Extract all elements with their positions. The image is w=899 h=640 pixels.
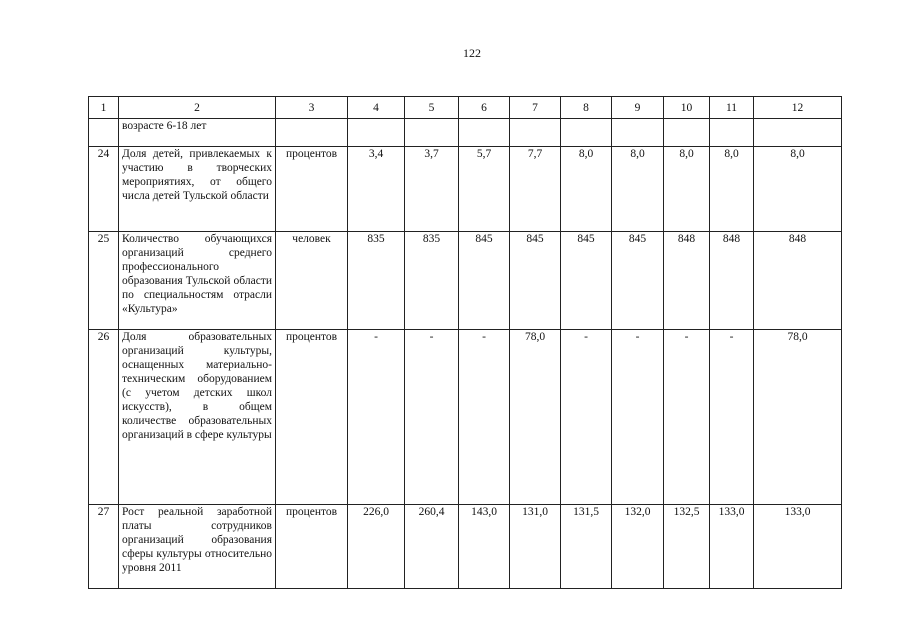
- value-cell: 848: [710, 232, 754, 330]
- unit: человек: [276, 232, 348, 330]
- value-cell: 3,7: [405, 147, 459, 232]
- value-cell: 835: [405, 232, 459, 330]
- value-cell: -: [710, 330, 754, 505]
- row-number: 26: [89, 330, 119, 505]
- column-header: 12: [754, 97, 842, 119]
- value-cell: 143,0: [459, 505, 510, 589]
- value-cell: 845: [612, 232, 664, 330]
- header-row: [89, 97, 842, 119]
- row-number: 27: [89, 505, 119, 589]
- column-header: 10: [664, 97, 710, 119]
- indicators-table: [88, 96, 842, 589]
- indicator-name: Доля образовательных организаций культуры, оснащенных материально-техническим оборудованием (с учетом детских школ искусств), в общем количестве образовательных организаций в сфере культуры: [119, 330, 276, 505]
- value-cell: 133,0: [710, 505, 754, 589]
- value-cell: 845: [510, 232, 561, 330]
- table-row: [89, 147, 842, 232]
- indicator-name: возрасте 6-18 лет: [119, 119, 276, 147]
- unit: процентов: [276, 505, 348, 589]
- row-number: 24: [89, 147, 119, 232]
- value-cell: 132,5: [664, 505, 710, 589]
- value-cell: 848: [754, 232, 842, 330]
- value-cell: 131,0: [510, 505, 561, 589]
- unit: процентов: [276, 330, 348, 505]
- column-header: 11: [710, 97, 754, 119]
- value-cell: -: [348, 330, 405, 505]
- value-cell: 8,0: [664, 147, 710, 232]
- value-cell: 835: [348, 232, 405, 330]
- indicator-name: Рост реальной заработной платы сотрудников организаций образования сферы культуры относительно уровня 2011: [119, 505, 276, 589]
- indicator-name: Доля детей, привлекаемых к участию в творческих мероприятиях, от общего числа детей Тульской области: [119, 147, 276, 232]
- value-cell: 132,0: [612, 505, 664, 589]
- value-cell: 8,0: [710, 147, 754, 232]
- value-cell: -: [612, 330, 664, 505]
- value-cell: 133,0: [754, 505, 842, 589]
- column-header: 1: [89, 97, 119, 119]
- value-cell: -: [405, 330, 459, 505]
- table-row: [89, 505, 842, 589]
- value-cell: 845: [561, 232, 612, 330]
- column-header: 2: [119, 97, 276, 119]
- column-header: 4: [348, 97, 405, 119]
- value-cell: 260,4: [405, 505, 459, 589]
- row-number: 25: [89, 232, 119, 330]
- page-number: 122: [463, 46, 481, 60]
- value-cell: 3,4: [348, 147, 405, 232]
- column-header: 8: [561, 97, 612, 119]
- column-header: 9: [612, 97, 664, 119]
- table-row: [89, 330, 842, 505]
- value-cell: 845: [459, 232, 510, 330]
- table-row: [89, 232, 842, 330]
- value-cell: 131,5: [561, 505, 612, 589]
- column-header: 5: [405, 97, 459, 119]
- unit: процентов: [276, 147, 348, 232]
- column-header: 6: [459, 97, 510, 119]
- column-header: 7: [510, 97, 561, 119]
- value-cell: 78,0: [754, 330, 842, 505]
- table-row: [89, 119, 842, 147]
- value-cell: 78,0: [510, 330, 561, 505]
- value-cell: 5,7: [459, 147, 510, 232]
- value-cell: -: [664, 330, 710, 505]
- value-cell: 7,7: [510, 147, 561, 232]
- value-cell: -: [459, 330, 510, 505]
- value-cell: 848: [664, 232, 710, 330]
- value-cell: 8,0: [561, 147, 612, 232]
- value-cell: 226,0: [348, 505, 405, 589]
- value-cell: 8,0: [612, 147, 664, 232]
- value-cell: -: [561, 330, 612, 505]
- value-cell: 8,0: [754, 147, 842, 232]
- indicator-name: Количество обучающихся организаций среднего профессионального образования Тульской области по специальностям отрасли «Культура»: [119, 232, 276, 330]
- column-header: 3: [276, 97, 348, 119]
